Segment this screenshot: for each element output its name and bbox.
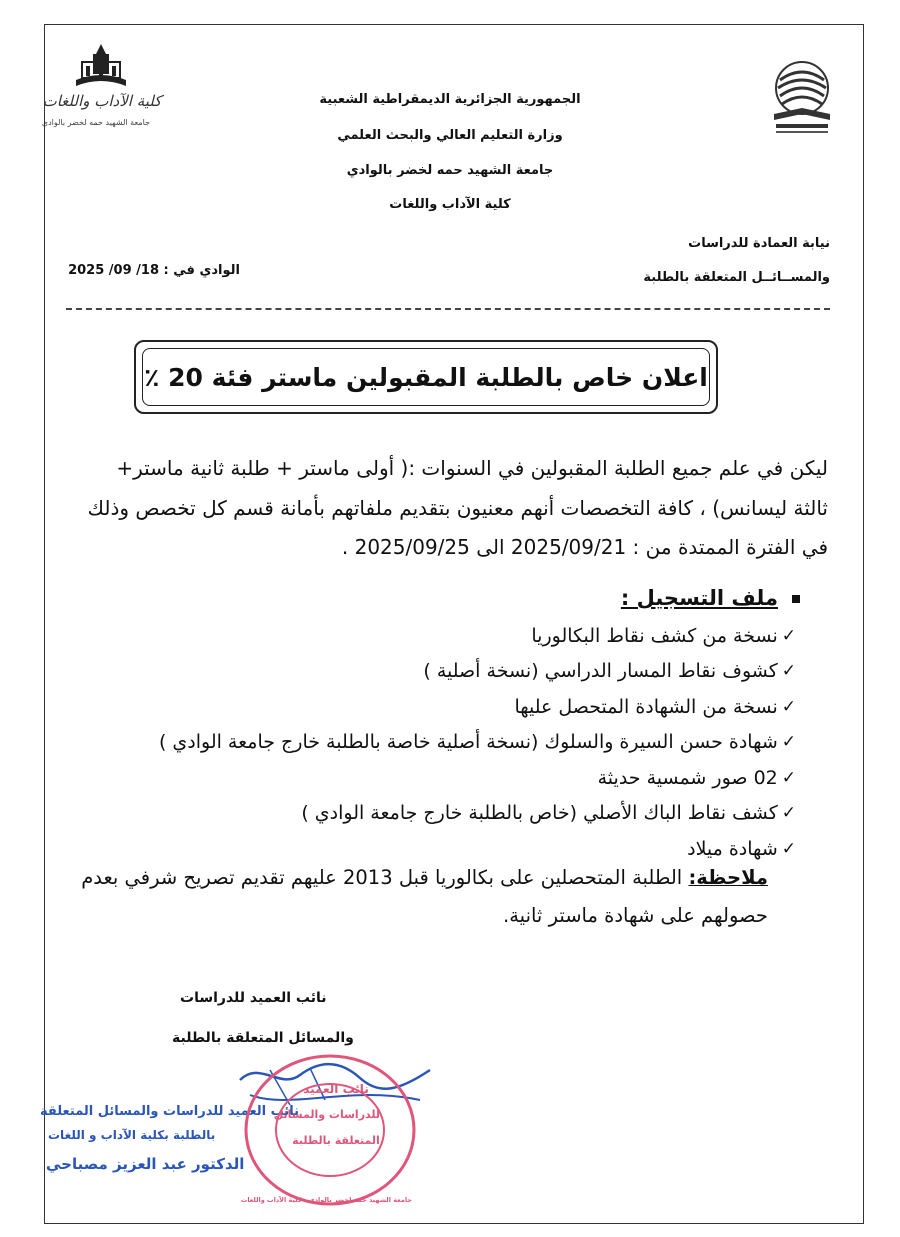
stamp-blue-line2: بالطلبة بكلية الآداب و اللغات [48,1128,216,1142]
checkmark-icon: ✓ [781,696,796,717]
stamp-red-line2: للدراسات والمسائل [273,1108,380,1121]
stamp-red-line3: المتعلقة بالطلبة [292,1134,380,1147]
header-dept-line1: نيابة العمادة للدراسات [688,236,830,251]
note-text-1: الطلبة المتحصلين على بكالوريا قبل 2013 عليهم تقديم تصريح شرفي بعدم [81,866,683,889]
university-logo-icon [766,58,838,138]
header-ministry: وزارة التعليم العالي والبحث العلمي [337,128,563,143]
faculty-logo-subcaption: جامعة الشهيد حمه لخضر بالوادي [41,118,150,127]
note-line-1 [70,866,768,889]
list-item [180,796,796,832]
list-item [180,760,796,796]
list-item [180,654,796,690]
list-item-text: نسخة من الشهادة المتحصل عليها [514,695,778,718]
note-line-2: حصولهم على شهادة ماستر ثانية. [503,904,768,927]
signature-title-line1: نائب العميد للدراسات [180,990,327,1006]
university-logo [766,58,838,138]
checkmark-icon: ✓ [781,625,796,646]
checkmark-icon: ✓ [781,732,796,753]
checkmark-icon: ✓ [781,838,796,859]
list-item-text: 02 صور شمسية حديثة [597,766,778,789]
list-item-text: شهادة ميلاد [687,837,778,860]
list-item-text: نسخة من كشف نقاط البكالوريا [531,624,778,647]
registration-heading [560,586,800,610]
checkmark-icon: ✓ [781,661,796,682]
checkmark-icon: ✓ [781,803,796,824]
stamp-red-line1: نائب العميد [303,1082,369,1096]
official-stamp [240,1050,420,1210]
header-dept-line2: والمســائــل المتعلقة بالطلبة [643,270,830,285]
list-item [180,831,796,867]
registration-list [158,618,796,867]
note-label: ملاحظة: [688,866,768,889]
body-line-1: ليكن في علم جميع الطلبة المقبولين في السنوات :( أولى ماستر + طلبة ثانية ماستر+ [116,456,828,480]
header-faculty: كلية الآداب واللغات [389,197,511,212]
round-stamp-icon [240,1050,420,1210]
stamp-blue-name: الدكتور عبد العزيز مصباحي [46,1155,245,1173]
stamp-blue-line1: نائب العميد للدراسات والمسائل المتعلقة [40,1104,300,1119]
signature-title-line2: والمسائل المتعلقة بالطلبة [172,1030,354,1046]
body-line-2: ثالثة ليسانس) ، كافة التخصصات أنهم معنيون بتقديم ملفاتهم بأمانة قسم كل تخصص وذلك [87,496,828,520]
list-item-text: شهادة حسن السيرة والسلوك (نسخة أصلية خاصة بالطلبة خارج جامعة الوادي ) [158,731,778,754]
list-item [180,618,796,654]
body-line-3: في الفترة الممتدة من : 2025/09/21 الى 2025/09/25 . [341,535,828,559]
list-item [158,725,796,761]
header-country: الجمهورية الجزائرية الديمقراطية الشعبية [319,92,581,107]
stamp-red-ring-text: جامعة الشهيد حمه لخضر بالوادي - كلية الآداب واللغات [240,1196,412,1204]
registration-heading-text: ملف التسجيل : [620,586,778,610]
bullet-icon [792,595,800,603]
header-university: جامعة الشهيد حمه لخضر بالوادي [346,163,554,178]
faculty-logo-caption: كلية الآداب واللغات [42,92,162,110]
list-item-text: كشف نقاط الباك الأصلي (خاص بالطلبة خارج جامعة الوادي ) [301,802,778,825]
announcement-title: اعلان خاص بالطلبة المقبولين ماستر فئة 20 ٪ [142,348,710,406]
list-item-text: كشوف نقاط المسار الدراسي (نسخة أصلية ) [423,660,778,683]
title-box [134,340,718,414]
header-divider [66,308,830,310]
list-item [180,689,796,725]
document-date: الوادي في : 18/ 09/ 2025 [68,263,240,278]
checkmark-icon: ✓ [781,767,796,788]
